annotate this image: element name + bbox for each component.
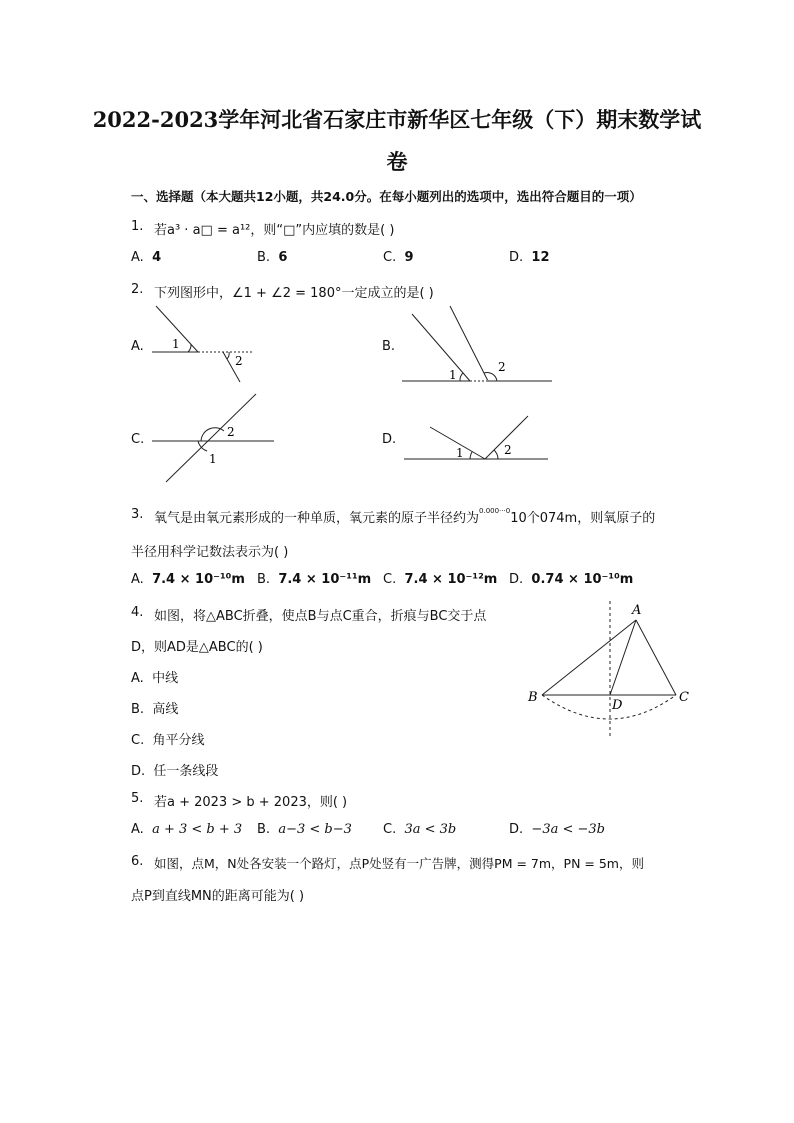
section-header: 一、选择题（本大题共12小题，共24.0分。在每小题列出的选项中，选出符合题目的一项）	[131, 189, 642, 204]
q1-option-c: C. 9	[383, 250, 414, 265]
q3-stem: 氧气是由氧元素形成的一种单质，氧元素的原子半径约为$^{0.000\cdot\cdot\cdot 0}$10个074m，则氧原子的	[154, 507, 656, 526]
q3-stem-line2: 半径用科学记数法表示为( )	[131, 545, 289, 560]
q3-option-c: C. 7.4 × 10⁻¹²m	[383, 572, 498, 587]
q1-option-a: A. 4	[131, 250, 162, 265]
q4-option-a: A. 中线	[131, 671, 179, 686]
q2-figure-b	[400, 304, 558, 384]
q5-option-c: C. 3a < 3b	[383, 822, 457, 837]
q3-superscript: 0.000···0	[479, 507, 511, 515]
q3-option-b: B. 7.4 × 10⁻¹¹m	[257, 572, 372, 587]
q5-option-d: D. −3a < −3b	[509, 822, 605, 837]
q6-number: 6.	[131, 854, 144, 869]
q3-option-a: A. 7.4 × 10⁻¹⁰m	[131, 572, 245, 587]
q1-number: 1.	[131, 219, 144, 234]
q6-stem-line2: 点P到直线MN的距离可能为( )	[131, 889, 305, 904]
q1-option-d: D. 12	[509, 250, 550, 265]
q3-option-d: D. 0.74 × 10⁻¹⁰m	[509, 572, 634, 587]
q6-stem: 如图，点M，N处各安装一个路灯，点P处竖有一广告牌，测得PM = 7m，PN = 5m，则	[154, 856, 644, 871]
q2-figure-d	[400, 410, 552, 466]
q4-stem-line2: D，则AD是△ABC的( )	[131, 640, 263, 655]
q4-point-a: A	[632, 603, 642, 618]
q5-number: 5.	[131, 791, 144, 806]
q3-number: 3.	[131, 507, 144, 522]
q2-figure-b-angle1: 1	[449, 368, 457, 382]
q2-stem: 下列图形中，∠1 + ∠2 = 180°一定成立的是( )	[154, 286, 434, 301]
q2-option-a-label: A.	[131, 339, 144, 354]
page-title-line2: 卷	[386, 149, 408, 174]
q4-triangle-figure	[524, 598, 696, 740]
q2-figure-a-angle1: 1	[172, 337, 180, 351]
q4-point-d: D	[612, 698, 623, 713]
q5-stem: 若a + 2023 > b + 2023，则( )	[154, 795, 348, 810]
q5-option-b: B. a−3 < b−3	[257, 822, 352, 837]
q2-figure-a	[148, 304, 258, 384]
q2-option-c-label: C.	[131, 432, 145, 447]
q1-stem: 若a³ · a□ = a¹²，则“□”内应填的数是( )	[154, 223, 395, 238]
q1-option-b: B. 6	[257, 250, 288, 265]
q4-number: 4.	[131, 605, 144, 620]
q2-figure-c-angle2: 2	[227, 425, 235, 439]
q4-option-c: C. 角平分线	[131, 733, 205, 748]
q4-point-c: C	[679, 690, 689, 705]
q2-figure-c-angle1: 1	[209, 452, 217, 466]
page-title-line1: 2022-2023学年河北省石家庄市新华区七年级（下）期末数学试	[92, 107, 702, 132]
q2-number: 2.	[131, 282, 144, 297]
q2-figure-b-angle2: 2	[498, 360, 506, 374]
q2-figure-a-angle2: 2	[235, 354, 243, 368]
q4-option-b: B. 高线	[131, 702, 179, 717]
q4-stem: 如图，将△ABC折叠，使点B与点C重合，折痕与BC交于点	[154, 609, 487, 624]
q2-option-d-label: D.	[382, 432, 397, 447]
q2-option-b-label: B.	[382, 339, 396, 354]
q2-figure-c	[148, 392, 278, 484]
q2-figure-d-angle1: 1	[456, 446, 464, 460]
q2-figure-d-angle2: 2	[504, 443, 512, 457]
q4-point-b: B	[528, 690, 538, 705]
q4-option-d: D. 任一条线段	[131, 764, 219, 779]
q5-option-a: A. a + 3 < b + 3	[131, 822, 243, 837]
